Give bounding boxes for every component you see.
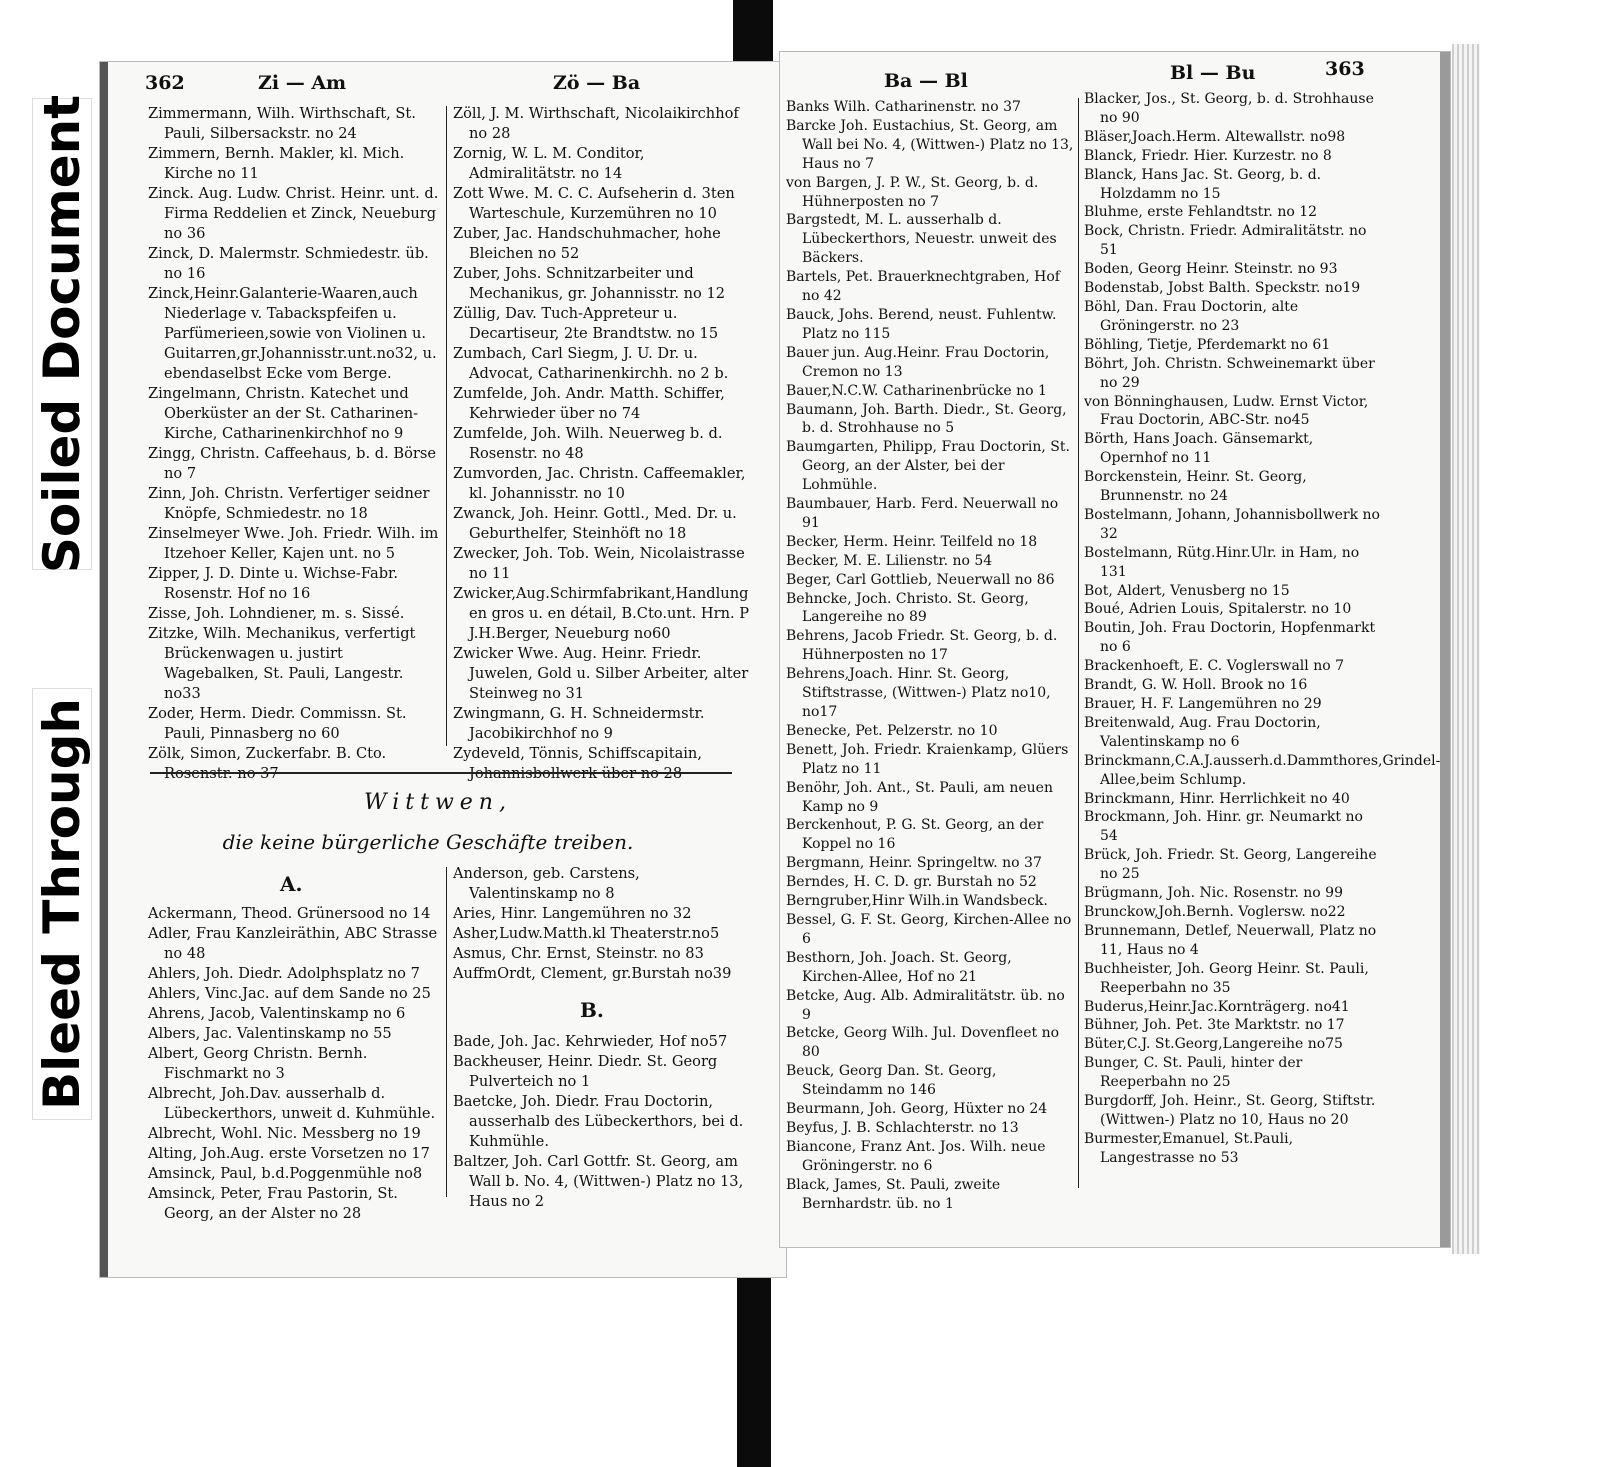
directory-entry: Berckenhout, P. G. St. Georg, an der Koppel no 16 — [786, 817, 1044, 853]
header-left-range: Ba — Bl — [884, 70, 968, 92]
directory-entry: Behrens,Joach. Hinr. St. Georg, Stiftstrasse, (Wittwen-) Platz no10, no17 — [786, 666, 1051, 720]
directory-entry: Berndes, H. C. D. gr. Burstah no 52 — [786, 874, 1037, 891]
directory-entry: Blanck, Hans Jac. St. Georg, b. d. Holzdamm no 15 — [1084, 166, 1322, 202]
directory-entry: Banks Wilh. Catharinenstr. no 37 — [786, 99, 1021, 115]
directory-entry: Bühner, Joh. Pet. 3te Marktstr. no 17 — [1084, 1017, 1345, 1034]
directory-entry: Biancone, Franz Ant. Jos. Wilh. neue Gröningerstr. no 6 — [786, 1138, 1046, 1174]
directory-entry: Amsinck, Peter, Frau Pastorin, St. Georg, an der Alster no 28 — [148, 1185, 398, 1222]
directory-entry: Benett, Joh. Friedr. Kraienkamp, Glüers Platz no 11 — [786, 741, 1069, 777]
section-rule — [150, 772, 732, 774]
directory-entry: Bock, Christn. Friedr. Admiralitätstr. no 51 — [1084, 223, 1367, 259]
directory-entry: Becker, Herm. Heinr. Teilfeld no 18 — [786, 533, 1038, 550]
directory-entry: von Bargen, J. P. W., St. Georg, b. d. Hühnerposten no 7 — [786, 174, 1039, 210]
directory-entry: Behrens, Jacob Friedr. St. Georg, b. d. Hühnerposten no 17 — [786, 628, 1058, 664]
directory-entry: Zinn, Joh. Christn. Verfertiger seidner Knöpfe, Schmiedestr. no 18 — [148, 485, 430, 522]
directory-entry: Becker, M. E. Lilienstr. no 54 — [786, 552, 993, 569]
directory-entry: Burgdorff, Joh. Heinr., St. Georg, Stiftstr. (Wittwen-) Platz no 10, Haus no 20 — [1084, 1093, 1376, 1128]
bleed-through-label: Bleed Through — [33, 698, 91, 1110]
directory-entry: Brandt, G. W. Holl. Brook no 16 — [1084, 677, 1308, 694]
widows-column-an — [453, 864, 751, 984]
widows-column-ba — [453, 1032, 751, 1212]
directory-entry: Beger, Carl Gottlieb, Neuerwall no 86 — [786, 571, 1055, 588]
directory-entry: Zwicker Wwe. Aug. Heinr. Friedr. Juwelen, Gold u. Silber Arbeiter, alter Steinweg no 31 — [453, 645, 749, 702]
directory-entry: Backheuser, Heinr. Diedr. St. Georg Pulverteich no 1 — [453, 1053, 718, 1090]
directory-entry: Beuck, Georg Dan. St. Georg, Steindamm no 146 — [786, 1063, 997, 1099]
directory-entry: AuffmOrdt, Clement, gr.Burstah no39 — [453, 965, 732, 982]
directory-entry: Benecke, Pet. Pelzerstr. no 10 — [786, 722, 998, 739]
column-divider — [446, 106, 447, 746]
directory-entry: Behncke, Joch. Christo. St. Georg, Langereihe no 89 — [786, 590, 1029, 626]
directory-entry: Baltzer, Joh. Carl Gottfr. St. Georg, am Wall b. No. 4, (Wittwen-) Platz no 13, Haus no 2 — [453, 1153, 744, 1210]
directory-entry: Büter,C.J. St.Georg,Langereihe no75 — [1084, 1036, 1343, 1053]
directory-entry: Baumann, Joh. Barth. Diedr., St. Georg, b. d. Strohhause no 5 — [786, 401, 1067, 437]
directory-entry: Bauer,N.C.W. Catharinenbrücke no 1 — [786, 382, 1047, 399]
directory-entry: Bauer jun. Aug.Heinr. Frau Doctorin, Cremon no 13 — [786, 344, 1050, 380]
directory-entry: Bauck, Johs. Berend, neust. Fuhlentw. Platz no 115 — [786, 306, 1057, 342]
directory-entry: Albrecht, Joh.Dav. ausserhalb d. Lübeckerthors, unweit d. Kuhmühle. — [148, 1085, 436, 1122]
page-edges — [1452, 44, 1480, 1254]
directory-entry: Zingelmann, Christn. Katechet und Oberküster an der St. Catharinen-Kirche, Catharinenkirchhof no 9 — [148, 385, 419, 442]
directory-entry: Brinckmann,C.A.J.ausserh.d.Dammthores,Grindel-Allee,beim Schlump. — [1084, 752, 1441, 788]
directory-entry: Bluhme, erste Fehlandtstr. no 12 — [1084, 204, 1318, 221]
bleed-through-stamp — [32, 688, 92, 1120]
entries-column-bl — [1084, 90, 1441, 1168]
directory-entry: Bartels, Pet. Brauerknechtgraben, Hof no 42 — [786, 269, 1060, 305]
directory-entry: Brockmann, Joh. Hinr. gr. Neumarkt no 54 — [1084, 809, 1363, 845]
directory-entry: Burmester,Emanuel, St.Pauli, Langestrasse no 53 — [1084, 1130, 1294, 1166]
directory-entry: Brunckow,Joh.Bernh. Voglersw. no22 — [1084, 903, 1346, 920]
directory-entry: Baetcke, Joh. Diedr. Frau Doctorin, ausserhalb des Lübeckerthors, bei d. Kuhmühle. — [453, 1093, 744, 1150]
book-spine-top — [733, 0, 773, 70]
directory-entry: Böhl, Dan. Frau Doctorin, alte Gröningerstr. no 23 — [1084, 298, 1299, 334]
directory-entry: Ahlers, Joh. Diedr. Adolphsplatz no 7 — [148, 965, 420, 982]
directory-entry: Zott Wwe. M. C. C. Aufseherin d. 3ten Warteschule, Kurzemühren no 10 — [453, 185, 735, 222]
directory-entry: Blacker, Jos., St. Georg, b. d. Strohhause no 90 — [1084, 91, 1374, 126]
directory-entry: Besthorn, Joh. Joach. St. Georg, Kirchen-Allee, Hof no 21 — [786, 949, 1012, 985]
directory-entry: Zuber, Johs. Schnitzarbeiter und Mechanikus, gr. Johannisstr. no 12 — [453, 265, 726, 302]
directory-entry: Asmus, Chr. Ernst, Steinstr. no 83 — [453, 945, 704, 962]
column-divider — [1078, 98, 1079, 1188]
directory-entry: Bläser,Joach.Herm. Altewallstr. no98 — [1084, 128, 1346, 145]
directory-entry: Albrecht, Wohl. Nic. Messberg no 19 — [148, 1125, 421, 1142]
directory-entry: Zydeveld, Tönnis, Schiffscapitain, — [453, 745, 702, 762]
directory-entry: Zisse, Joh. Lohndiener, m. s. Sissé. — [148, 605, 405, 622]
directory-entry: Black, James, St. Pauli, zweite Bernhardstr. üb. no 1 — [786, 1176, 1001, 1212]
directory-entry: Asher,Ludw.Matth.kl Theaterstr.no5 — [453, 925, 720, 942]
directory-entry: Züllig, Dav. Tuch-Appreteur u. Decartiseur, 2te Brandtstw. no 15 — [453, 305, 719, 342]
section-subtitle: die keine bürgerliche Geschäfte treiben. — [222, 830, 634, 854]
directory-entry: Bergmann, Heinr. Springeltw. no 37 — [786, 855, 1042, 872]
header-right-range: Bl — Bu — [1170, 62, 1256, 84]
directory-entry: Boutin, Joh. Frau Doctorin, Hopfenmarkt no 6 — [1084, 620, 1376, 656]
directory-entry: Zitzke, Wilh. Mechanikus, verfertigt Brückenwagen u. justirt Wagebalken, St. Pauli, Langestr. no33 — [148, 625, 416, 702]
directory-entry: Ackermann, Theod. Grünersood no 14 — [148, 905, 431, 922]
header-right-range: Zö — Ba — [553, 72, 641, 94]
directory-entry: Bot, Aldert, Venusberg no 15 — [1084, 582, 1290, 599]
directory-entry: Zumfelde, Joh. Wilh. Neuerweg b. d. Rosenstr. no 48 — [453, 425, 723, 462]
directory-entry: Zinck,Heinr.Galanterie-Waaren,auch Niederlage v. Tabackspfeifen u. Parfümerieen,sowie von Violinen u. Guitarren,gr.Johannisstr.unt.no32, u. ebendaselbst Ecke vom Berge. — [148, 285, 437, 382]
directory-entry: Zumvorden, Jac. Christn. Caffeemakler, kl. Johannisstr. no 10 — [453, 465, 746, 502]
directory-entry: Bargstedt, M. L. ausserhalb d. Lübeckerthors, Neuestr. unweit des Bäckers. — [786, 212, 1057, 267]
directory-entry: von Bönninghausen, Ludw. Ernst Victor, Frau Doctorin, ABC-Str. no45 — [1084, 393, 1369, 429]
directory-entry: Zwingmann, G. H. Schneidermstr. Jacobikirchhof no 9 — [453, 705, 705, 742]
directory-entry: Brügmann, Joh. Nic. Rosenstr. no 99 — [1084, 885, 1343, 902]
directory-entry: Ahlers, Vinc.Jac. auf dem Sande no 25 — [148, 985, 431, 1002]
directory-entry: Brinckmann, Hinr. Herrlichkeit no 40 — [1084, 790, 1350, 807]
directory-entry: Albert, Georg Christn. Bernh. Fischmarkt no 3 — [148, 1045, 368, 1082]
directory-entry: Zinselmeyer Wwe. Joh. Friedr. Wilh. im Itzehoer Keller, Kajen unt. no 5 — [148, 525, 439, 562]
directory-entry: Boué, Adrien Louis, Spitalerstr. no 10 — [1084, 601, 1352, 618]
directory-entry: Barcke Joh. Eustachius, St. Georg, am Wall bei No. 4, (Wittwen-) Platz no 13, Haus no 7 — [786, 117, 1074, 172]
page-number: 363 — [1325, 58, 1365, 80]
soiled-document-stamp — [32, 94, 92, 574]
directory-entry: Brackenhoeft, E. C. Voglerswall no 7 — [1084, 658, 1345, 675]
directory-entry: Bunger, C. St. Pauli, hinter der Reeperbahn no 25 — [1084, 1055, 1303, 1091]
directory-entry: Betcke, Aug. Alb. Admiralitätstr. üb. no 9 — [786, 987, 1065, 1023]
header-left-range: Zi — Am — [258, 72, 347, 94]
book-spine-bottom — [737, 1262, 771, 1467]
directory-entry: Boden, Georg Heinr. Steinstr. no 93 — [1084, 261, 1338, 278]
directory-entry: Zimmern, Bernh. Makler, kl. Mich. Kirche no 11 — [148, 145, 405, 182]
directory-entry: Borckenstein, Heinr. St. Georg, Brunnenstr. no 24 — [1084, 469, 1307, 505]
directory-entry: Bostelmann, Johann, Johannisbollwerk no 32 — [1084, 506, 1380, 542]
directory-entry: Brauer, H. F. Langemühren no 29 — [1084, 696, 1322, 712]
directory-entry: Zingg, Christn. Caffeehaus, b. d. Börse no 7 — [148, 445, 437, 482]
right-page — [780, 52, 1450, 1247]
directory-entry: Buderus,Heinr.Jac.Kornträgerg. no41 — [1084, 998, 1350, 1015]
directory-entry: Beurmann, Joh. Georg, Hüxter no 24 — [786, 1101, 1048, 1118]
directory-entry: Böhrt, Joh. Christn. Schweinemarkt über no 29 — [1084, 355, 1375, 391]
directory-entry: Benöhr, Joh. Ant., St. Pauli, am neuen Kamp no 9 — [786, 779, 1053, 815]
entries-column-zo — [453, 104, 751, 784]
directory-entry: Zornig, W. L. M. Conditor, Admiralitätstr. no 14 — [453, 145, 645, 182]
directory-entry: Beyfus, J. B. Schlachterstr. no 13 — [786, 1119, 1019, 1136]
directory-entry: Zöll, J. M. Wirthschaft, Nicolaikirchhof no 28 — [453, 105, 739, 142]
directory-entry: Blanck, Friedr. Hier. Kurzestr. no 8 — [1084, 147, 1332, 164]
directory-entry: Börth, Hans Joach. Gänsemarkt, Opernhof no 11 — [1084, 431, 1314, 467]
soiled-document-label: Soiled Document — [33, 94, 92, 574]
directory-entry: Bodenstab, Jobst Balth. Speckstr. no19 — [1084, 280, 1361, 297]
directory-entry: Adler, Frau Kanzleiräthin, ABC Strasse no 48 — [148, 925, 438, 962]
directory-entry: Bostelmann, Rütg.Hinr.Ulr. in Ham, no 131 — [1084, 544, 1360, 580]
directory-entry: Bade, Joh. Jac. Kehrwieder, Hof no57 — [453, 1033, 728, 1050]
directory-entry: Baumgarten, Philipp, Frau Doctorin, St. Georg, an der Alster, bei der Lohmühle. — [786, 439, 1070, 494]
directory-entry: Zölk, Simon, Zuckerfabr. B. Cto. — [148, 745, 387, 762]
directory-entry: Buchheister, Joh. Georg Heinr. St. Pauli, Reeperbahn no 35 — [1084, 960, 1369, 996]
directory-entry: Bessel, G. F. St. Georg, Kirchen-Allee no 6 — [786, 911, 1072, 947]
directory-entry: Brück, Joh. Friedr. St. Georg, Langereihe no 25 — [1084, 847, 1377, 883]
directory-entry: Amsinck, Paul, b.d.Poggenmühle no8 — [148, 1165, 423, 1182]
directory-entry: Zipper, J. D. Dinte u. Wichse-Fabr. Rosenstr. Hof no 16 — [148, 565, 399, 602]
directory-entry: Brunnemann, Detlef, Neuerwall, Platz no 11, Haus no 4 — [1084, 922, 1377, 958]
directory-entry: Zimmermann, Wilh. Wirthschaft, St. Pauli, Silbersackstr. no 24 — [148, 105, 416, 142]
left-page — [100, 62, 786, 1277]
directory-entry: Zumfelde, Joh. Andr. Matth. Schiffer, Kehrwieder über no 74 — [453, 385, 725, 422]
directory-entry: Zwicker,Aug.Schirmfabrikant,Handlung en gros u. en détail, B.Cto.unt. Hrn. P J.H.Berger, Neueburg no60 — [453, 585, 750, 642]
directory-entry: Zumbach, Carl Siegm, J. U. Dr. u. Advocat, Catharinenkirchh. no 2 b. — [453, 345, 729, 382]
letter-heading-b: B. — [580, 998, 604, 1022]
directory-entry: Baumbauer, Harb. Ferd. Neuerwall no 91 — [786, 496, 1059, 531]
section-title: Wittwen, — [364, 790, 512, 815]
directory-entry: Ahrens, Jacob, Valentinskamp no 6 — [148, 1005, 406, 1022]
entries-column-zi — [148, 104, 440, 784]
widows-column-a — [148, 904, 440, 1224]
directory-entry: Alting, Joh.Aug. erste Vorsetzen no 17 — [148, 1145, 430, 1162]
directory-entry: Zwecker, Joh. Tob. Wein, Nicolaistrasse no 11 — [453, 545, 745, 582]
page-number: 362 — [145, 72, 185, 94]
directory-entry: Zoder, Herm. Diedr. Commissn. St. Pauli, Pinnasberg no 60 — [148, 705, 407, 742]
directory-entry: Aries, Hinr. Langemühren no 32 — [453, 905, 692, 922]
directory-entry: Berngruber,Hinr Wilh.in Wandsbeck. — [786, 893, 1048, 910]
column-divider — [446, 867, 447, 1197]
letter-heading-a: A. — [280, 872, 303, 896]
directory-entry: Böhling, Tietje, Pferdemarkt no 61 — [1084, 336, 1331, 353]
directory-entry: Zwanck, Joh. Heinr. Gottl., Med. Dr. u. Geburthelfer, Steinhöft no 18 — [453, 505, 737, 542]
entries-column-ba — [786, 98, 1074, 1213]
directory-entry: Betcke, Georg Wilh. Jul. Dovenfleet no 80 — [786, 1025, 1060, 1061]
directory-entry: Anderson, geb. Carstens, Valentinskamp no 8 — [453, 865, 640, 902]
directory-entry: Zinck, D. Malermstr. Schmiedestr. üb. no 16 — [148, 245, 429, 282]
directory-entry: Breitenwald, Aug. Frau Doctorin, Valentinskamp no 6 — [1084, 714, 1321, 750]
directory-entry: Zinck. Aug. Ludw. Christ. Heinr. unt. d. Firma Reddelien et Zinck, Neueburg no 36 — [148, 185, 439, 242]
directory-entry: Zuber, Jac. Handschuhmacher, hohe Bleichen no 52 — [453, 225, 721, 262]
directory-entry: Albers, Jac. Valentinskamp no 55 — [148, 1025, 392, 1042]
